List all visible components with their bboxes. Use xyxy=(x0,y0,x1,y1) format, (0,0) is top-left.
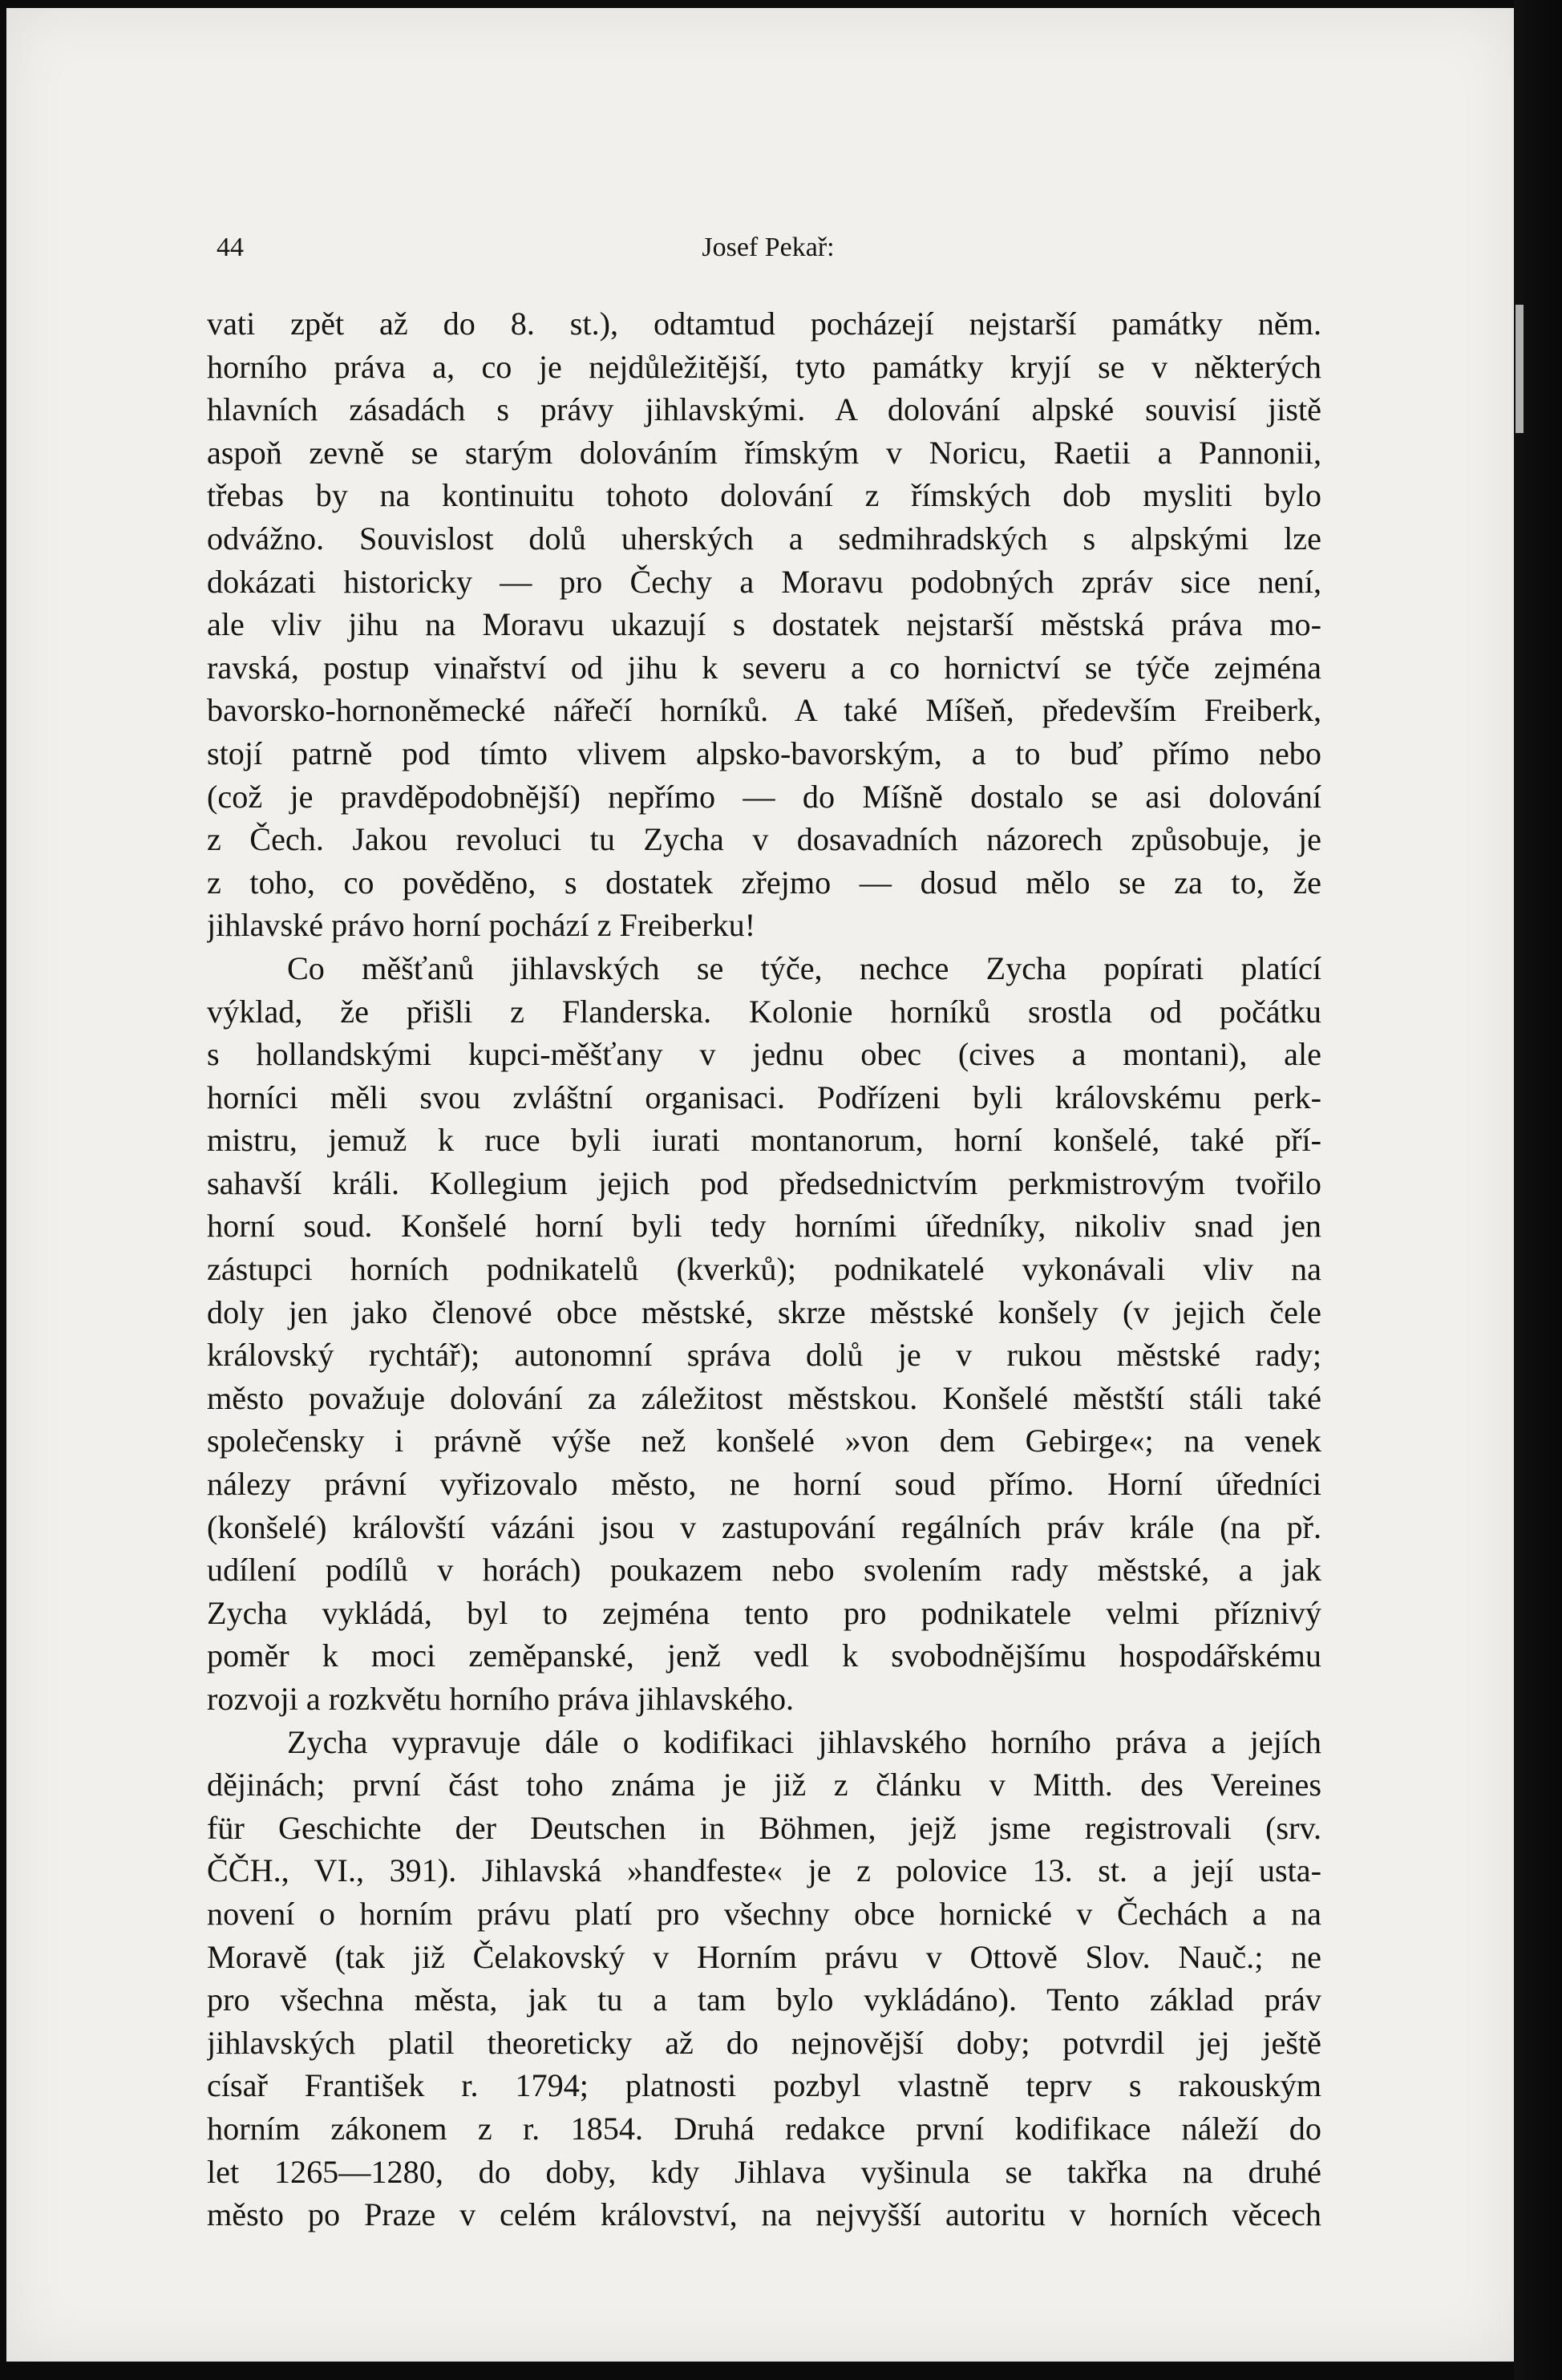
text-line: z toho, co pověděno, s dostatek zřejmo — dosud mělo se za to, že xyxy=(207,864,1321,901)
text-line: horním zákonem z r. 1854. Druhá redakce první kodifikace náleží do xyxy=(207,2110,1321,2147)
text-line: Moravě (tak již Čelakovský v Horním právu v Ottově Slov. Nauč.; ne xyxy=(207,1938,1321,1975)
text-line: dějinách; první část toho známa je již z článku v Mitth. des Vereines xyxy=(207,1767,1321,1803)
text-line: město po Praze v celém království, na nejvyšší autoritu v horních věcech xyxy=(207,2196,1321,2233)
text-line: s hollandskými kupci-měšťany v jednu obec (cives a montani), ale xyxy=(207,1036,1321,1073)
text-line: jihlavské právo horní pochází z Freiberku! xyxy=(207,907,756,944)
text-line: společensky i právně výše než konšelé »von dem Gebirge«; na venek xyxy=(207,1423,1321,1459)
text-line: doly jen jako členové obce městské, skrze městské konšely (v jejich čele xyxy=(207,1293,1321,1330)
text-line: královský rychtář); autonomní správa dolů je v rukou městské rady; xyxy=(207,1337,1321,1374)
text-line: aspoň zevně se starým dolováním římským v Noricu, Raetii a Pannonii, xyxy=(207,434,1321,471)
page-number: 44 xyxy=(216,233,244,262)
text-line: horníci měli svou zvláštní organisaci. Podřízeni byli královskému perk- xyxy=(207,1079,1321,1115)
text-line: vati zpět až do 8. st.), odtamtud pocházejí nejstarší památky něm. xyxy=(207,306,1321,342)
text-line: výklad, že přišli z Flanderska. Kolonie horníků srostla od počátku xyxy=(207,993,1321,1030)
text-line: horního práva a, co je nejdůležitější, tyto památky kryjí se v některých xyxy=(207,348,1321,385)
text-line: jihlavských platil theoreticky až do nejnovější doby; potvrdil jej ještě xyxy=(207,2024,1321,2061)
text-line: (což je pravděpodobnější) nepřímo — do Míšně dostalo se asi dolování xyxy=(207,778,1321,815)
page-edge-mark xyxy=(1515,305,1524,433)
text-line: ale vliv jihu na Moravu ukazují s dostatek nejstarší městská práva mo- xyxy=(207,606,1321,643)
text-line: bavorsko-hornoněmecké nářečí horníků. A také Míšeň, především Freiberk, xyxy=(207,692,1321,729)
text-line: hlavních zásadách s právy jihlavskými. A dolování alpské souvisí jistě xyxy=(207,391,1321,428)
text-line: (konšelé) královští vázáni jsou v zastupování regálních práv krále (na př. xyxy=(207,1508,1321,1545)
book-page xyxy=(6,8,1515,2362)
page-header xyxy=(207,233,1321,273)
text-line: novení o horním právu platí pro všechny obce hornické v Čechách a na xyxy=(207,1895,1321,1932)
text-line: horní soud. Konšelé horní byli tedy horními úředníky, nikoliv snad jen xyxy=(207,1208,1321,1245)
text-line: z Čech. Jakou revoluci tu Zycha v dosavadních názorech způsobuje, je xyxy=(207,821,1321,858)
text-line: ČČH., VI., 391). Jihlavská »handfeste« je z polovice 13. st. a její usta- xyxy=(207,1852,1321,1889)
text-line: let 1265—1280, do doby, kdy Jihlava vyšinula se takřka na druhé xyxy=(207,2153,1321,2190)
text-line: Zycha vypravuje dále o kodifikaci jihlavského horního práva a jejích xyxy=(287,1723,1321,1760)
text-line: rozvoji a rozkvětu horního práva jihlavského. xyxy=(207,1681,795,1717)
text-line: třebas by na kontinuitu tohoto dolování z římských dob mysliti bylo xyxy=(207,477,1321,514)
text-line: sahavší králi. Kollegium jejich pod předsednictvím perkmistrovým tvořilo xyxy=(207,1164,1321,1201)
text-line: dokázati historicky — pro Čechy a Moravu podobných zpráv sice není, xyxy=(207,563,1321,600)
text-line: poměr k moci zeměpanské, jenž vedl k svobodnějšímu hospodářskému xyxy=(207,1637,1321,1674)
text-line: Zycha vykládá, byl to zejména tento pro podnikatele velmi příznivý xyxy=(207,1594,1321,1631)
text-line: Co měšťanů jihlavských se týče, nechce Zycha popírati platící xyxy=(287,949,1321,986)
text-line: zástupci horních podnikatelů (kverků); podnikatelé vykonávali vliv na xyxy=(207,1251,1321,1288)
text-line: ravská, postup vinařství od jihu k severu a co hornictví se týče zejména xyxy=(207,649,1321,686)
text-line: nálezy právní vyřizovalo město, ne horní soud přímo. Horní úředníci xyxy=(207,1466,1321,1503)
text-line: město považuje dolování za záležitost městskou. Konšelé městští stáli také xyxy=(207,1379,1321,1416)
body-text xyxy=(207,302,1321,2236)
text-line: mistru, jemuž k ruce byli iurati montanorum, horní konšelé, také pří- xyxy=(207,1122,1321,1159)
text-line: císař František r. 1794; platnosti pozbyl vlastně teprv s rakouským xyxy=(207,2067,1321,2104)
running-head: Josef Pekař: xyxy=(702,233,835,262)
text-line: für Geschichte der Deutschen in Böhmen, jejž jsme registrovali (srv. xyxy=(207,1809,1321,1846)
text-line: odvážno. Souvislost dolů uherských a sedmihradských s alpskými lze xyxy=(207,520,1321,557)
text-line: udílení podílů v horách) poukazem nebo svolením rady městské, a jak xyxy=(207,1552,1321,1589)
text-line: pro všechna města, jak tu a tam bylo vykládáno). Tento základ práv xyxy=(207,1981,1321,2018)
text-line: stojí patrně pod tímto vlivem alpsko-bavorským, a to buď přímo nebo xyxy=(207,735,1321,771)
